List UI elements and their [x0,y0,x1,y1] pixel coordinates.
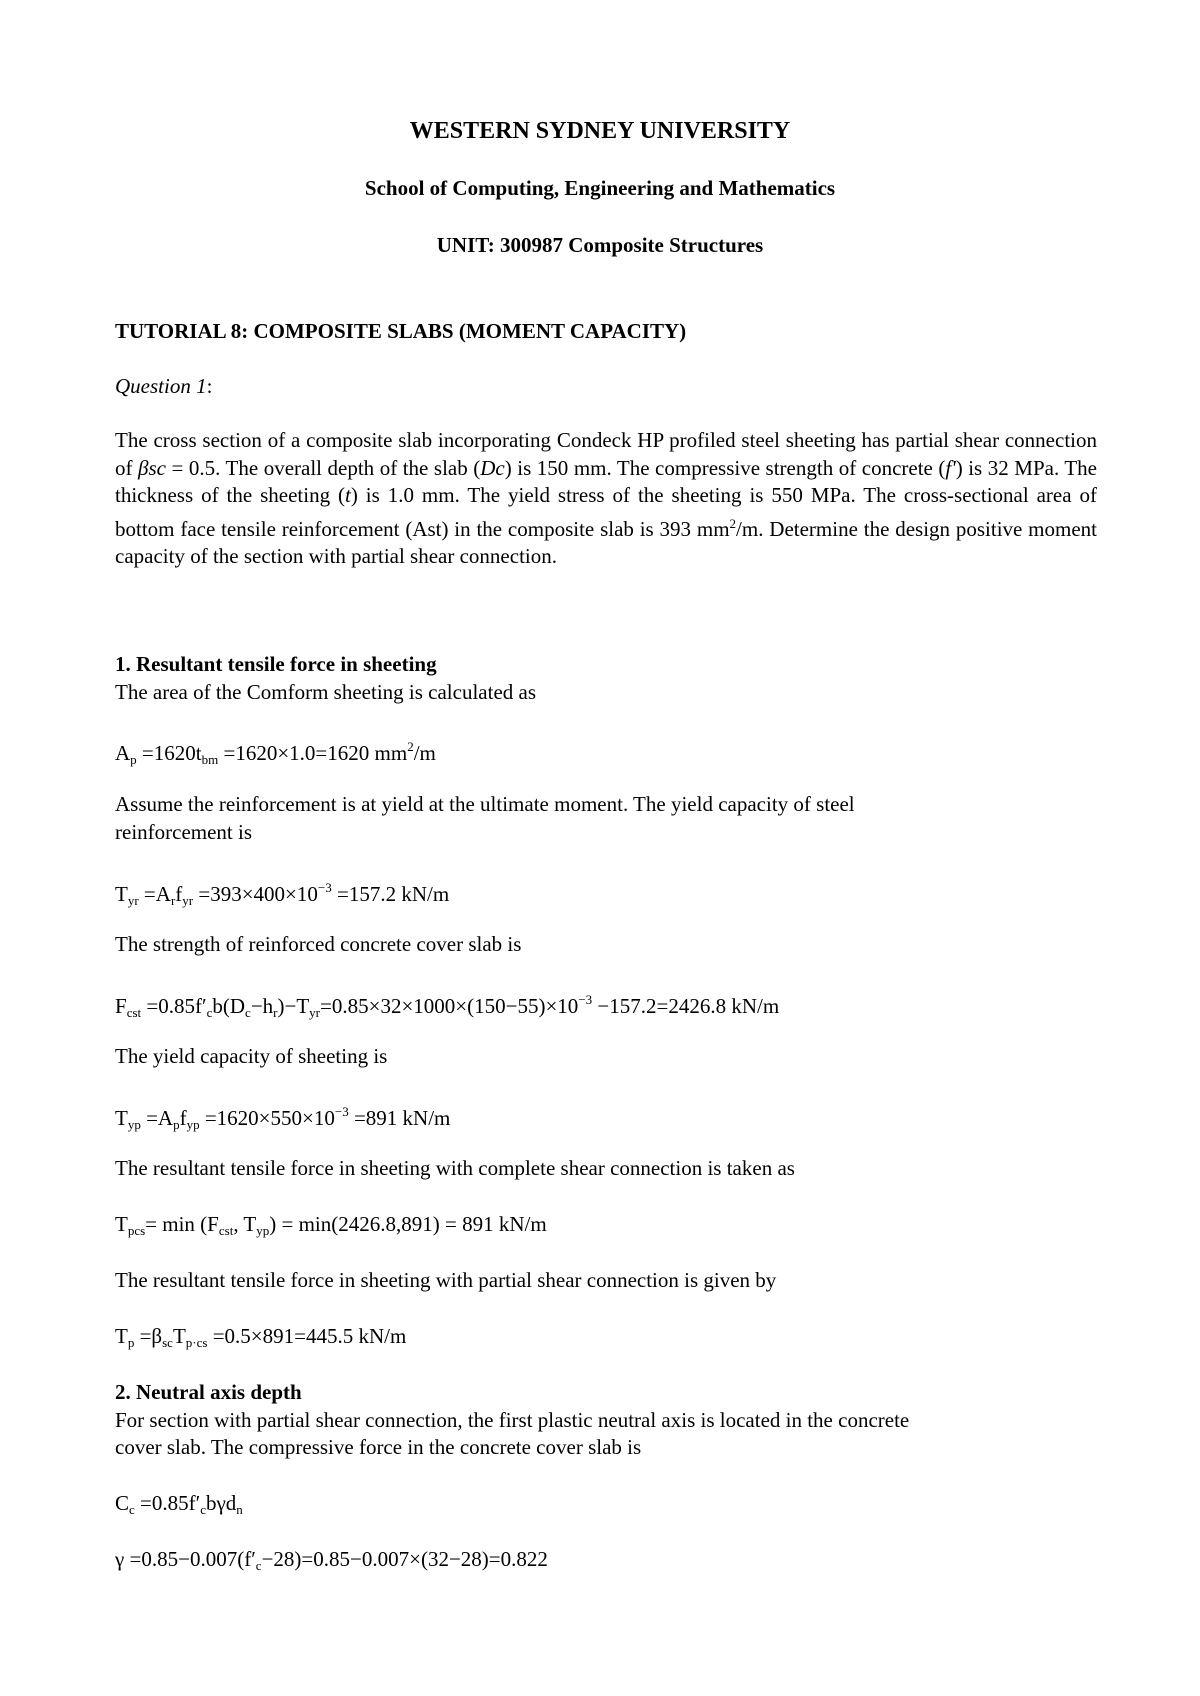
equation-fcst: $F_{cst} =0.85f'_cb(D_c-h_r)-T_{yr}=0.85\times 32\times 1000\times(150-55)\times 10^{-3} -157.2=2426.8$ kN/m [115,992,780,1020]
assume-text-line2: reinforcement is [115,820,253,844]
section1-heading: 1. Resultant tensile force in sheeting [115,652,437,676]
question-heading [115,372,212,400]
question-label: Question 1 [115,374,207,398]
yield-text: The yield capacity of sheeting is [115,1044,388,1068]
equation-cc: $C_c =0.85f'_cb\gamma d_n$ [115,1491,243,1517]
section2-heading: 2. Neutral axis depth [115,1380,302,1404]
university-title: WESTERN SYDNEY UNIVERSITY [409,118,791,144]
section2-intro-line2: cover slab. The compressive force in the concrete cover slab is [115,1435,642,1459]
question-text: The cross section of a composite slab incorporating Condeck HP profiled steel sheeting has partial shear connection of βsc = 0.5. The overall depth of the slab (Dc) is 150 mm. The compressive strength of concrete (f') is 32 MPa. The thickness of the sheeting (t) is 1.0 mm. The yield stress of the sheeting is 550 MPa. The cross-sectional area of bottom face tensile reinforcement (Ast) in the composite slab is 393 $mm^2/m$. Determine the design positive moment capacity of the section with partial shear connection. [115,428,1097,568]
question-colon: : [206,374,213,398]
assume-text-line1: Assume the reinforcement is at yield at the ultimate moment. The yield capacity of steel [115,792,855,816]
unit-title: UNIT: 300987 Composite Structures [436,233,764,257]
equation-ap: $A_p =1620t_{bm} =1620\times 1.0=1620$ $mm^2/m$ [115,739,436,767]
section2-intro-line1: For section with partial shear connection, the first plastic neutral axis is located in the concrete [115,1408,910,1432]
tutorial-title: TUTORIAL 8: COMPOSITE SLABS (MOMENT CAPACITY) [115,319,687,343]
section1-intro: The area of the Comform sheeting is calculated as [115,680,537,704]
equation-tyr: $T_{yr} =A_rf_{yr} =393\times 400\times 10^{-3} =157.2$ kN/m [115,880,450,908]
school-title: School of Computing, Engineering and Mathematics [364,176,836,200]
equation-typ: $T_{yp} =A_pf_{yp} =1620\times 550\times 10^{-3} =891$ kN/m [115,1104,451,1132]
equation-gamma: $\gamma =0.85-0.007(f'_c-28)=0.85-0.007\times(32-28)=0.822$ [115,1547,548,1573]
strength-text: The strength of reinforced concrete cover slab is [115,932,522,956]
equation-tpcs: $T_{pcs}= \min (F_{cst}$, $T_{yp}) = \min(2426.8,891) = 891$ kN/m [115,1212,547,1238]
resultant-complete-text: The resultant tensile force in sheeting with complete shear connection is taken as [115,1156,795,1180]
equation-tp: $T_p =\beta_{sc}T_{p\cdot cs} =0.5\times 891=445.5$ kN/m [115,1324,407,1350]
resultant-partial-text: The resultant tensile force in sheeting with partial shear connection is given by [115,1268,777,1292]
